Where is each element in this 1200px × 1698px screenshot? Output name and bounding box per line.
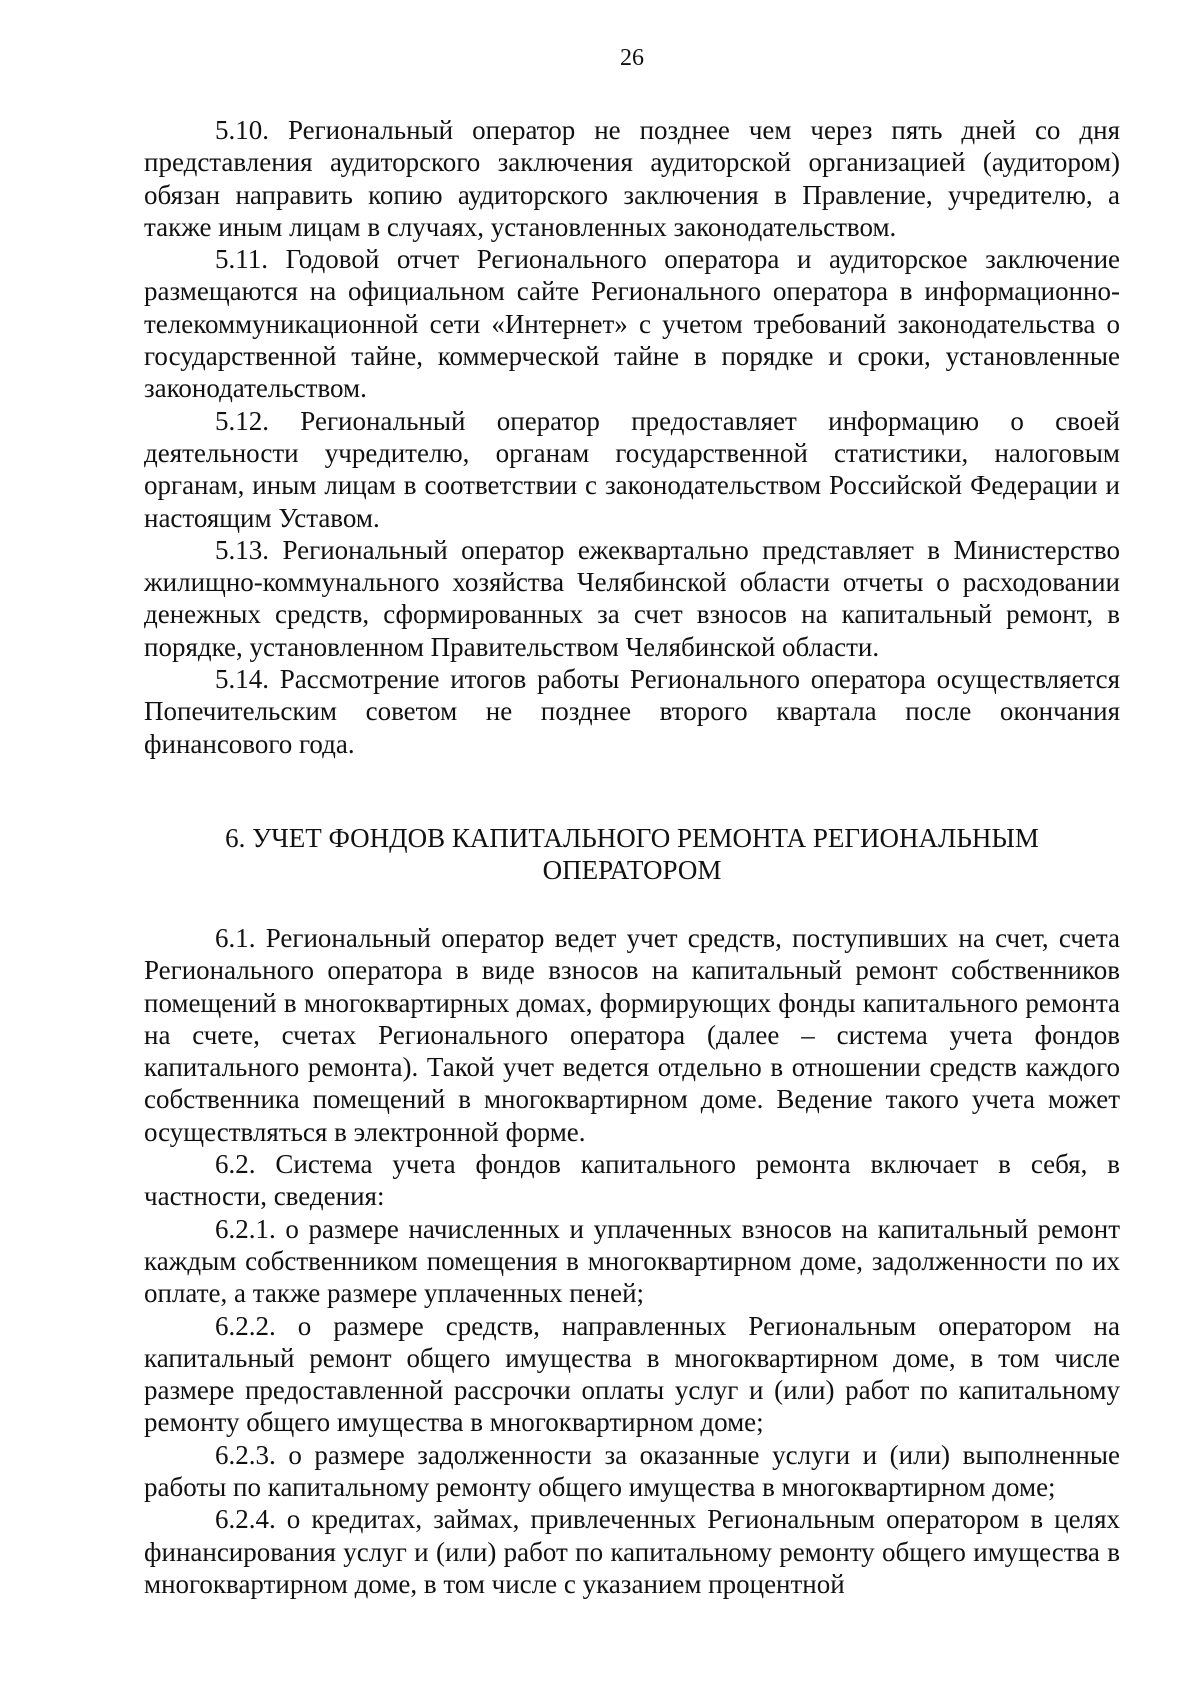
paragraph-5-11: 5.11. Годовой отчет Регионального оператора и аудиторское заключение размещаются на официальном сайте Регионального оператора в информационно-телекоммуникационной сети «Интернет» с учетом требований законодательства о государственной тайне, коммерческой тайне в порядке и сроки, установленные законодательством.	[144, 244, 1120, 404]
paragraph-5-13: 5.13. Региональный оператор ежеквартально представляет в Министерство жилищно-коммунального хозяйства Челябинской области отчеты о расходовании денежных средств, сформированных за счет взносов на капитальный ремонт, в порядке, установленном Правительством Челябинской области.	[144, 534, 1120, 662]
paragraph-6-2-1: 6.2.1. о размере начисленных и уплаченных взносов на капитальный ремонт каждым собственником помещения в многоквартирном доме, задолженности по их оплате, а также размере уплаченных пеней;	[144, 1213, 1120, 1309]
paragraph-5-10: 5.10. Региональный оператор не позднее чем через пять дней со дня представления аудиторского заключения аудиторской организацией (аудитором) обязан направить копию аудиторского заключения в Правление, учредителю, а также иным лицам в случаях, установленных законодательством.	[144, 115, 1120, 242]
page-number: 26	[620, 45, 644, 71]
section-6-heading-line-1: 6. УЧЕТ ФОНДОВ КАПИТАЛЬНОГО РЕМОНТА РЕГИОНАЛЬНЫМ	[225, 823, 1039, 853]
paragraph-6-2-3: 6.2.3. о размере задолженности за оказанные услуги и (или) выполненные работы по капитальному ремонту общего имущества в многоквартирном доме;	[144, 1439, 1120, 1503]
paragraph-6-2: 6.2. Система учета фондов капитального ремонта включает в себя, в частности, сведения:	[144, 1149, 1120, 1212]
paragraph-5-12: 5.12. Региональный оператор предоставляет информацию о своей деятельности учредителю, органам государственной статистики, налоговым органам, иным лицам в соответствии с законодательством Российской Федерации и настоящим Уставом.	[144, 405, 1120, 533]
paragraph-6-2-2: 6.2.2. о размере средств, направленных Региональным оператором на капитальный ремонт общего имущества в многоквартирном доме, в том числе размере предоставленной рассрочки оплаты услуг и (или) работ по капитальному ремонту общего имущества в многоквартирном доме;	[144, 1310, 1120, 1438]
paragraph-6-2-4: 6.2.4. о кредитах, займах, привлеченных Региональным оператором в целях финансирования услуг и (или) работ по капитальному ремонту общего имущества в многоквартирном доме, в том числе с указанием процентной	[144, 1504, 1120, 1599]
paragraph-5-14: 5.14. Рассмотрение итогов работы Регионального оператора осуществляется Попечительским советом не позднее второго квартала после окончания финансового года.	[144, 664, 1120, 759]
section-6-heading-line-2: ОПЕРАТОРОМ	[542, 855, 722, 885]
section-6-heading	[144, 822, 1120, 886]
section-5-body	[144, 114, 1120, 760]
section-6-body	[144, 922, 1120, 1600]
paragraph-6-1: 6.1. Региональный оператор ведет учет средств, поступивших на счет, счета Регионального оператора в виде взносов на капитальный ремонт собственников помещений в многоквартирных домах, формирующих фонды капитального ремонта на счете, счетах Регионального оператора (далее – система учета фондов капитального ремонта). Такой учет ведется отдельно в отношении средств каждого собственника помещений в многоквартирном доме. Ведение такого учета может осуществляться в электронной форме.	[144, 923, 1120, 1147]
